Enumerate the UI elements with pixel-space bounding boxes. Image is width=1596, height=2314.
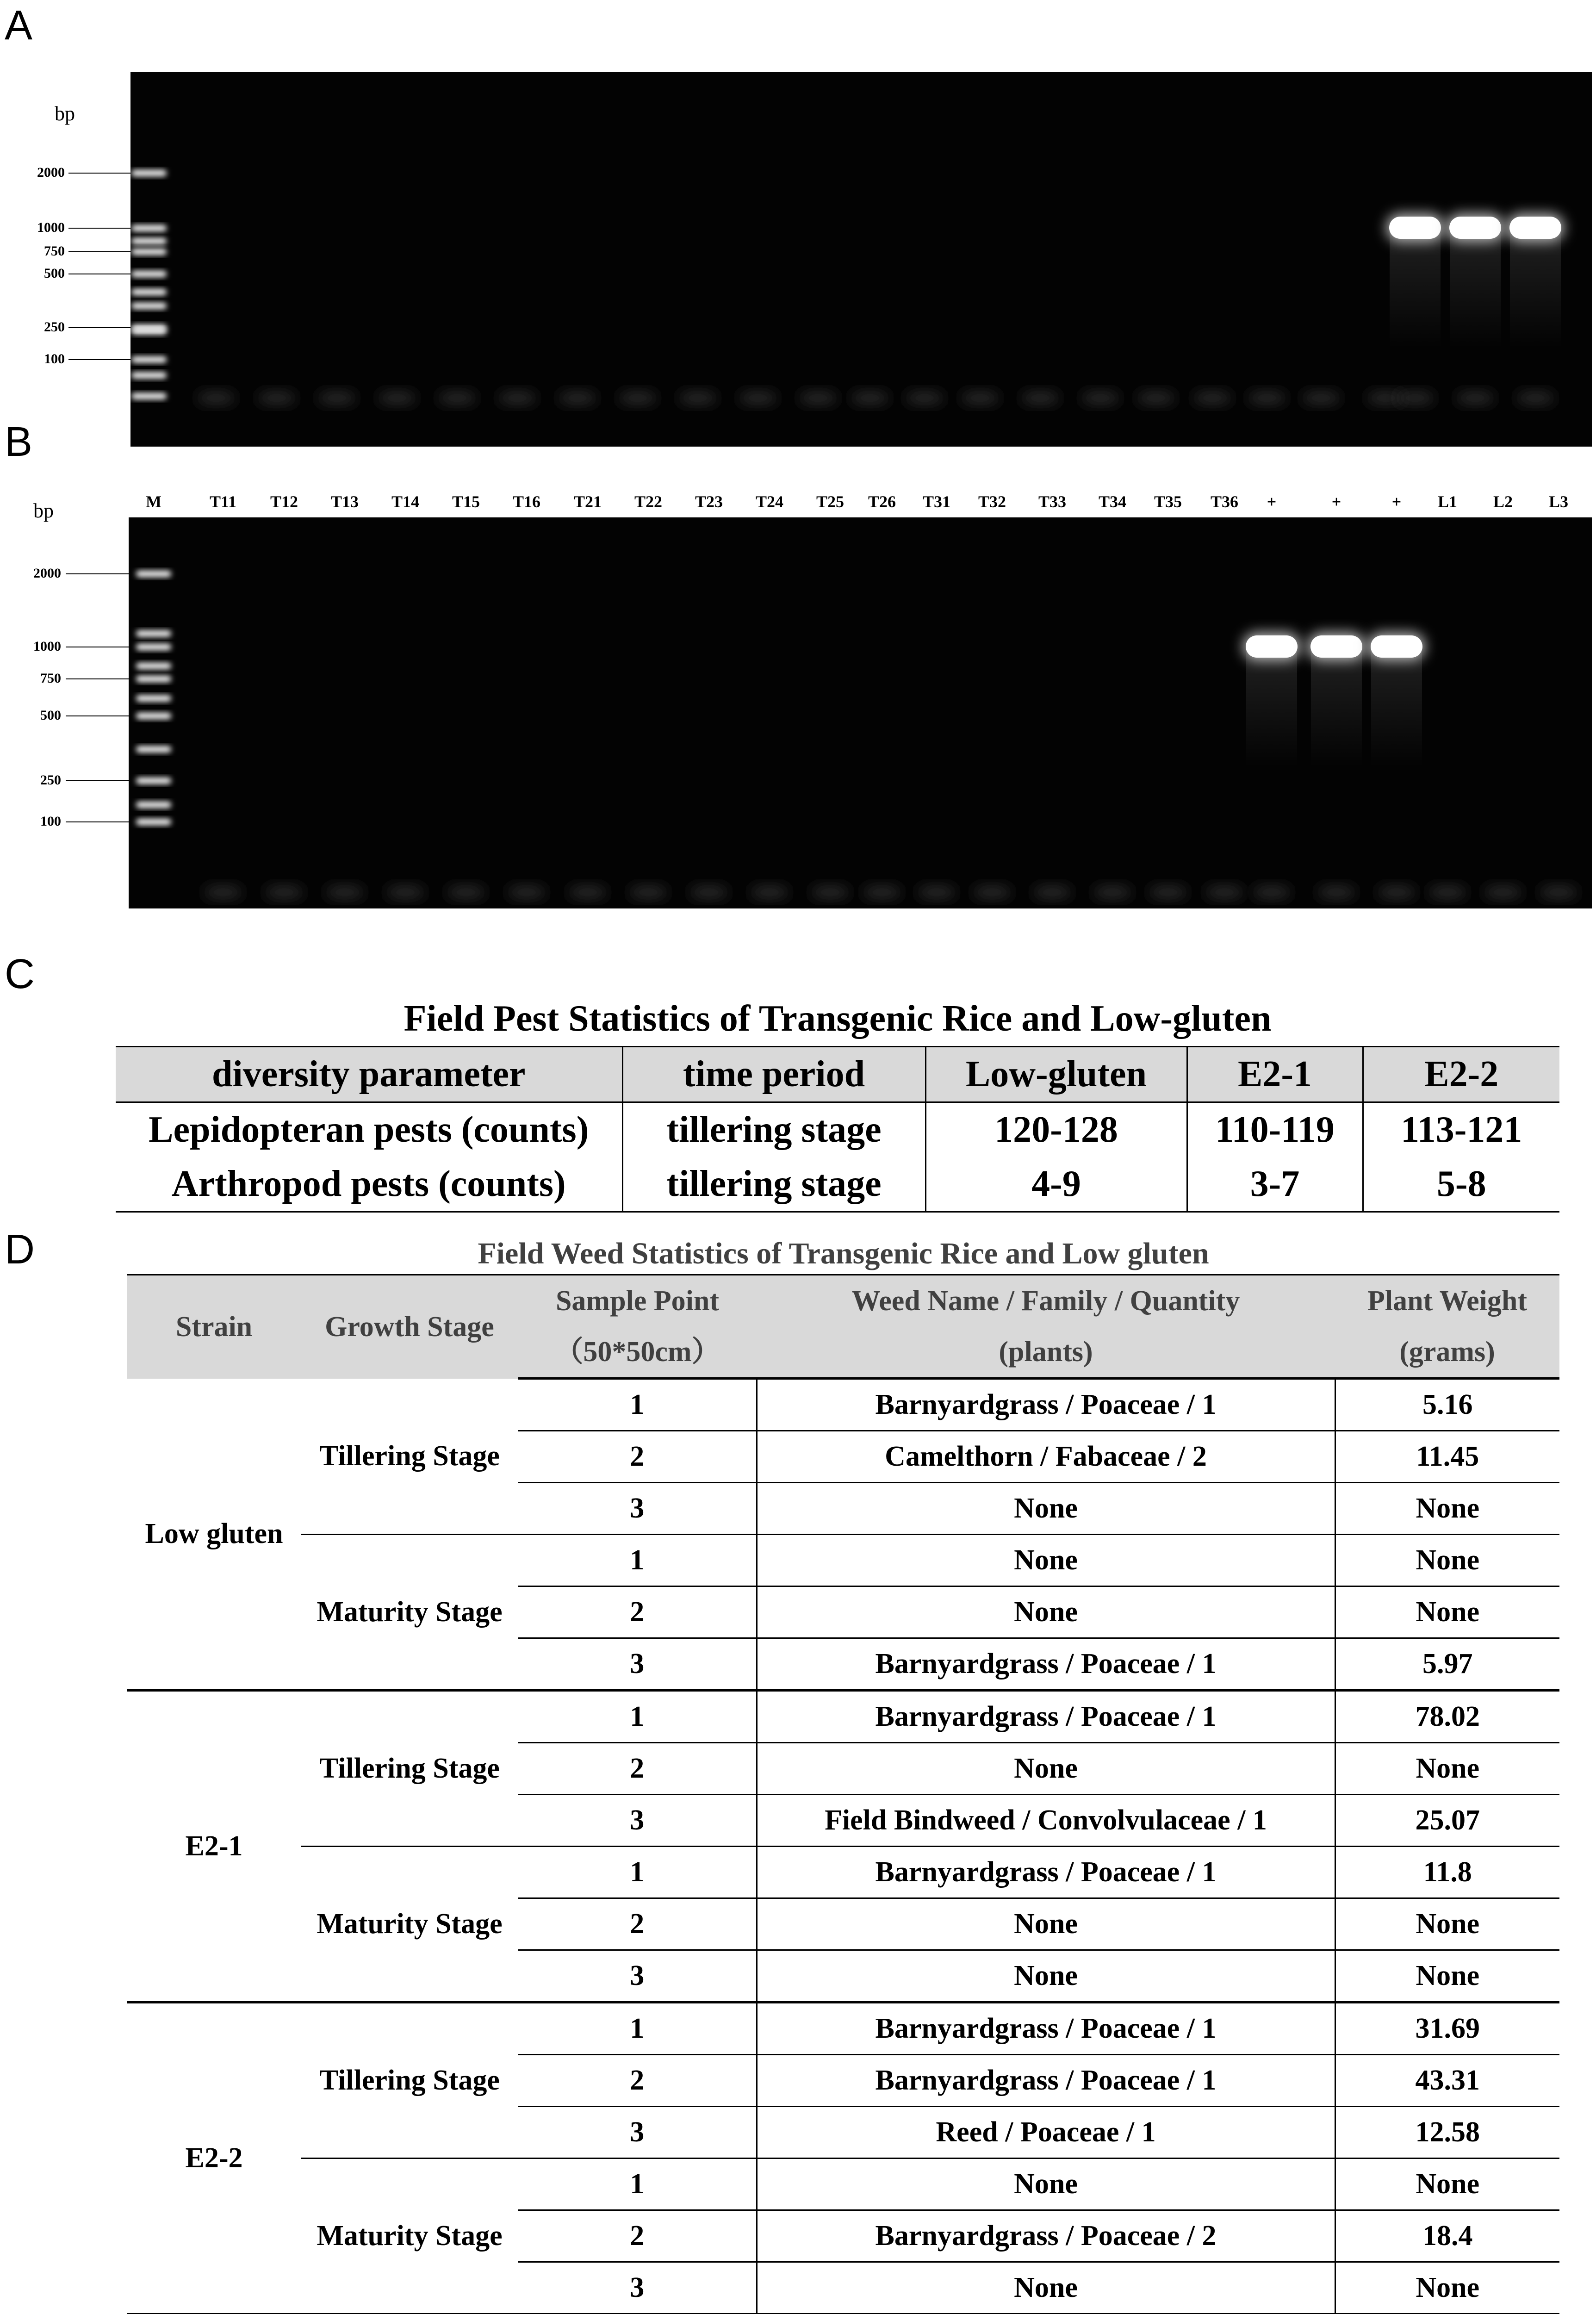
growth-stage-cell: Tillering Stage	[301, 1691, 518, 1847]
band-smear	[1510, 228, 1561, 348]
ladder-band	[131, 170, 167, 176]
primer-haze	[1033, 886, 1072, 899]
marker-tick	[66, 780, 129, 781]
strain-cell: E2-2	[127, 2003, 301, 2314]
weed-cell: Camelthorn / Fabaceae / 2	[757, 1431, 1335, 1483]
weed-cell: None	[757, 1483, 1335, 1535]
marker-size-label: 250	[0, 319, 65, 335]
primer-haze	[1302, 392, 1341, 404]
primer-haze	[1093, 886, 1132, 899]
marker-size-label: 1000	[0, 220, 65, 236]
ladder-band	[131, 303, 167, 309]
primer-haze	[325, 886, 364, 899]
weight-cell: None	[1335, 1586, 1559, 1638]
weight-cell: 5.16	[1335, 1379, 1559, 1431]
marker-size-label: 2000	[0, 566, 61, 581]
sample-point-cell: 1	[518, 1535, 757, 1586]
sample-point-cell: 2	[518, 2055, 757, 2107]
weight-cell: None	[1335, 2158, 1559, 2210]
growth-stage-cell: Tillering Stage	[301, 1379, 518, 1535]
gel-a-image	[130, 72, 1592, 447]
table-row	[116, 1157, 1559, 1212]
ladder-band	[136, 571, 171, 577]
ladder-band	[131, 249, 167, 255]
table-cell: Arthropod pests (counts)	[116, 1157, 622, 1212]
primer-haze	[1317, 886, 1356, 899]
primer-haze	[678, 392, 717, 404]
lane-label: +	[1392, 492, 1402, 511]
marker-size-label: 2000	[0, 165, 65, 180]
weight-cell: 11.45	[1335, 1431, 1559, 1483]
weight-cell: 5.97	[1335, 1638, 1559, 1691]
primer-haze	[568, 886, 607, 899]
weight-cell: 18.4	[1335, 2210, 1559, 2262]
ladder-band	[136, 663, 171, 669]
lane-label: T11	[210, 492, 236, 511]
weed-cell: Barnyardgrass / Poaceae / 2	[757, 2210, 1335, 2262]
lane-label: L3	[1549, 492, 1568, 511]
lane-label: T32	[978, 492, 1006, 511]
sample-point-cell: 3	[518, 1950, 757, 2003]
primer-haze	[629, 886, 668, 899]
marker-tick	[68, 327, 130, 328]
marker-size-label: 500	[0, 708, 61, 723]
marker-size-label: 500	[0, 266, 65, 281]
lane-label: T25	[816, 492, 844, 511]
band-smear	[1450, 228, 1501, 348]
panel-label-a: A	[5, 5, 32, 46]
table-cell: 120-128	[925, 1102, 1187, 1157]
lane-label: L2	[1493, 492, 1513, 511]
primer-haze	[507, 886, 546, 899]
sample-point-cell: 3	[518, 2107, 757, 2158]
weed-cell: Barnyardgrass / Poaceae / 1	[757, 2055, 1335, 2107]
ladder-band	[131, 238, 167, 244]
primer-haze	[618, 392, 657, 404]
band-smear	[1390, 228, 1441, 348]
weight-cell: None	[1335, 1743, 1559, 1795]
table-row	[127, 1379, 1559, 1431]
primer-haze	[811, 886, 850, 899]
weight-cell: None	[1335, 1483, 1559, 1535]
ladder-band	[136, 695, 171, 702]
primer-haze	[438, 392, 477, 404]
lane-label: T31	[923, 492, 950, 511]
pest-header-e2-2: E2-2	[1363, 1047, 1559, 1102]
marker-size-label: 1000	[0, 639, 61, 654]
table-row	[127, 2158, 1559, 2210]
lane-label: T36	[1211, 492, 1238, 511]
table-row	[116, 1102, 1559, 1157]
weed-cell: None	[757, 1898, 1335, 1950]
sample-point-cell: 3	[518, 2262, 757, 2314]
primer-haze	[265, 886, 304, 899]
weight-cell: 12.58	[1335, 2107, 1559, 2158]
weight-cell: None	[1335, 1898, 1559, 1950]
primer-haze	[1149, 886, 1187, 899]
weed-cell: None	[757, 1535, 1335, 1586]
primer-haze	[863, 886, 901, 899]
primer-haze	[386, 886, 425, 899]
primer-haze	[799, 392, 838, 404]
positive-band	[1449, 217, 1501, 239]
primer-haze	[905, 392, 944, 404]
weight-cell: 43.31	[1335, 2055, 1559, 2107]
primer-haze	[973, 886, 1012, 899]
sample-point-cell: 1	[518, 1379, 757, 1431]
ladder-band	[136, 630, 171, 637]
pest-header-parameter: diversity parameter	[116, 1047, 622, 1102]
primer-haze	[447, 886, 485, 899]
ladder-band	[131, 372, 167, 379]
pest-header-low-gluten: Low-gluten	[925, 1047, 1187, 1102]
weed-header-sample-point: Sample Point	[518, 1275, 757, 1327]
gel-b-image	[129, 517, 1592, 908]
primer-haze	[1396, 392, 1435, 404]
weed-cell: Reed / Poaceae / 1	[757, 2107, 1335, 2158]
primer-haze	[1456, 392, 1495, 404]
marker-tick	[68, 228, 130, 229]
lane-label: M	[146, 492, 161, 511]
lane-label: +	[1332, 492, 1341, 511]
lane-label: T15	[452, 492, 480, 511]
table-row	[127, 2003, 1559, 2055]
weight-cell: None	[1335, 2262, 1559, 2314]
ladder-band	[136, 802, 171, 808]
lane-label: L1	[1438, 492, 1457, 511]
primer-haze	[1252, 886, 1291, 899]
weed-cell: Barnyardgrass / Poaceae / 1	[757, 1638, 1335, 1691]
primer-haze	[498, 392, 537, 404]
weed-header-weight: Plant Weight	[1335, 1275, 1559, 1327]
weight-cell: None	[1335, 1535, 1559, 1586]
gel-a-unit: bp	[55, 102, 75, 125]
marker-tick	[68, 359, 130, 360]
primer-haze	[1484, 886, 1522, 899]
positive-band	[1246, 635, 1298, 658]
table-cell: tillering stage	[622, 1102, 925, 1157]
weed-table-body	[127, 1379, 1559, 2314]
pest-header-period: time period	[622, 1047, 925, 1102]
primer-haze	[851, 392, 889, 404]
primer-haze	[378, 392, 416, 404]
weed-header-strain: Strain	[127, 1275, 301, 1379]
weed-table-title: Field Weed Statistics of Transgenic Rice and Low gluten	[127, 1233, 1559, 1274]
primer-haze	[1539, 886, 1578, 899]
panel-label-d: D	[5, 1229, 35, 1270]
pest-table-header-row	[116, 1047, 1559, 1102]
weed-cell: None	[757, 1743, 1335, 1795]
weight-cell: 11.8	[1335, 1847, 1559, 1898]
marker-tick	[68, 251, 130, 252]
sample-point-cell: 2	[518, 1431, 757, 1483]
primer-haze	[204, 886, 242, 899]
lane-label: T12	[270, 492, 298, 511]
primer-haze	[558, 392, 597, 404]
weed-cell: Field Bindweed / Convolvulaceae / 1	[757, 1795, 1335, 1847]
primer-haze	[1081, 392, 1120, 404]
sample-point-cell: 1	[518, 2003, 757, 2055]
weight-cell: 31.69	[1335, 2003, 1559, 2055]
table-cell: 3-7	[1187, 1157, 1363, 1212]
panel-label-b: B	[5, 421, 32, 463]
weed-cell: None	[757, 1950, 1335, 2003]
sample-point-cell: 1	[518, 1847, 757, 1898]
sample-point-cell: 2	[518, 2210, 757, 2262]
marker-size-label: 250	[0, 772, 61, 788]
ladder-band	[136, 676, 171, 682]
growth-stage-cell: Maturity Stage	[301, 1847, 518, 2003]
lane-label: T24	[756, 492, 783, 511]
primer-haze	[1377, 886, 1416, 899]
sample-point-cell: 3	[518, 1795, 757, 1847]
sample-point-cell: 2	[518, 1898, 757, 1950]
primer-haze	[1248, 392, 1286, 404]
table-row	[127, 1691, 1559, 1743]
band-smear	[1311, 647, 1362, 767]
band-smear	[1371, 647, 1422, 767]
positive-band	[1310, 635, 1362, 658]
sample-point-cell: 1	[518, 1691, 757, 1743]
ladder-band	[131, 356, 167, 363]
table-cell: 113-121	[1363, 1102, 1559, 1157]
lane-label: T13	[331, 492, 359, 511]
growth-stage-cell: Tillering Stage	[301, 2003, 518, 2158]
table-cell: tillering stage	[622, 1157, 925, 1212]
marker-tick	[66, 678, 129, 679]
lane-label: T34	[1099, 492, 1126, 511]
sample-point-cell: 3	[518, 1483, 757, 1535]
lane-label: T14	[391, 492, 419, 511]
primer-haze	[317, 392, 356, 404]
primer-haze	[917, 886, 956, 899]
weed-cell: None	[757, 2158, 1335, 2210]
primer-haze	[961, 392, 1000, 404]
ladder-band	[131, 271, 167, 277]
primer-haze	[197, 392, 236, 404]
marker-tick	[66, 573, 129, 574]
primer-haze	[739, 392, 777, 404]
growth-stage-cell: Maturity Stage	[301, 2158, 518, 2314]
ladder-band	[136, 819, 171, 825]
marker-size-label: 750	[0, 243, 65, 259]
weed-header-growth-stage: Growth Stage	[301, 1275, 518, 1379]
lane-label: T26	[868, 492, 896, 511]
primer-haze	[689, 886, 728, 899]
marker-tick	[68, 173, 130, 174]
growth-stage-cell: Maturity Stage	[301, 1535, 518, 1691]
positive-band	[1389, 217, 1441, 239]
lane-label: T21	[574, 492, 602, 511]
weed-header-weed-sub: (plants)	[757, 1326, 1335, 1379]
weed-cell: Barnyardgrass / Poaceae / 1	[757, 1379, 1335, 1431]
weed-cell: Barnyardgrass / Poaceae / 1	[757, 2003, 1335, 2055]
marker-tick	[66, 821, 129, 822]
sample-point-cell: 2	[518, 1586, 757, 1638]
weed-header-weed: Weed Name / Family / Quantity	[757, 1275, 1335, 1327]
ladder-band	[131, 393, 167, 399]
ladder-band	[136, 644, 171, 650]
ladder-band	[131, 225, 167, 231]
ladder-band	[136, 713, 171, 719]
lane-label: T33	[1038, 492, 1066, 511]
table-cell: 110-119	[1187, 1102, 1363, 1157]
sample-point-cell: 2	[518, 1743, 757, 1795]
primer-haze	[1205, 886, 1244, 899]
lane-label: +	[1267, 492, 1277, 511]
strain-cell: Low gluten	[127, 1379, 301, 1691]
lane-label: T23	[695, 492, 723, 511]
primer-haze	[1193, 392, 1232, 404]
weight-cell: 25.07	[1335, 1795, 1559, 1847]
lane-label: T35	[1154, 492, 1182, 511]
marker-size-label: 100	[0, 351, 65, 367]
primer-haze	[1516, 392, 1555, 404]
weed-table-header-row	[127, 1275, 1559, 1327]
pest-header-e2-1: E2-1	[1187, 1047, 1363, 1102]
weed-cell: Barnyardgrass / Poaceae / 1	[757, 1847, 1335, 1898]
band-smear	[1246, 647, 1297, 767]
ladder-band	[136, 746, 171, 753]
marker-tick	[66, 715, 129, 716]
lane-label: T22	[634, 492, 662, 511]
positive-band	[1371, 635, 1422, 658]
strain-cell: E2-1	[127, 1691, 301, 2003]
weed-statistics-table	[127, 1233, 1559, 2314]
weed-header-weight-sub: (grams)	[1335, 1326, 1559, 1379]
positive-band	[1509, 217, 1561, 239]
table-cell: 5-8	[1363, 1157, 1559, 1212]
ladder-band	[136, 778, 171, 784]
primer-haze	[1136, 392, 1175, 404]
weed-header-sample-point-sub: （50*50cm）	[518, 1326, 757, 1379]
sample-point-cell: 3	[518, 1638, 757, 1691]
lane-label: T16	[513, 492, 540, 511]
weed-cell: None	[757, 2262, 1335, 2314]
primer-haze	[257, 392, 296, 404]
sample-point-cell: 1	[518, 2158, 757, 2210]
marker-size-label: 750	[0, 671, 61, 686]
table-row	[127, 1847, 1559, 1898]
primer-haze	[750, 886, 789, 899]
weight-cell: None	[1335, 1950, 1559, 2003]
primer-haze	[1021, 392, 1060, 404]
panel-label-c: C	[5, 953, 35, 995]
weed-cell: None	[757, 1586, 1335, 1638]
primer-haze	[1428, 886, 1467, 899]
pest-statistics-table	[116, 992, 1559, 1213]
marker-size-label: 100	[0, 814, 61, 829]
weed-cell: Barnyardgrass / Poaceae / 1	[757, 1691, 1335, 1743]
pest-table-title: Field Pest Statistics of Transgenic Rice and Low-gluten	[116, 992, 1559, 1046]
table-cell: 4-9	[925, 1157, 1187, 1212]
gel-b-unit: bp	[33, 499, 54, 523]
weight-cell: 78.02	[1335, 1691, 1559, 1743]
ladder-band	[131, 328, 167, 335]
ladder-band	[131, 289, 167, 295]
table-row	[127, 1535, 1559, 1586]
table-cell: Lepidopteran pests (counts)	[116, 1102, 622, 1157]
